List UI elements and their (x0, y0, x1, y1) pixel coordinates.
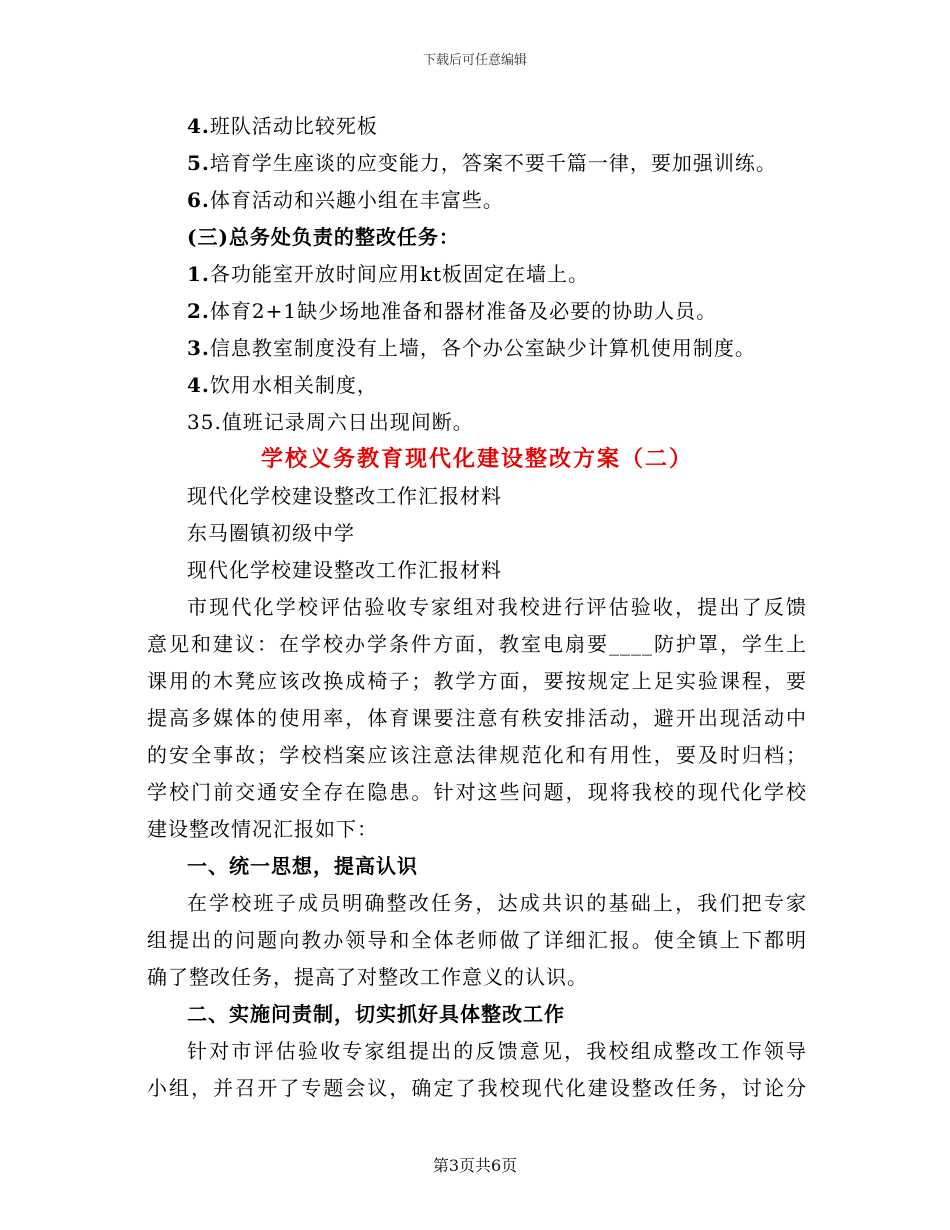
paragraph-line: 提高多媒体的使用率，体育课要注意有秩安排活动，避开出现活动中 (147, 706, 807, 730)
document-title: 学校义务教育现代化建设整改方案（二） (260, 446, 693, 472)
intro-line: 东马圈镇初级中学 (187, 521, 355, 545)
paragraph-line: 意见和建议：在学校办学条件方面，教室电扇要____防护罩，学生上 (147, 632, 807, 656)
paragraph-line: 针对市评估验收专家组提出的反馈意见，我校组成整改工作领导 (187, 1039, 807, 1063)
section-heading: 二、实施问责制，切实抓好具体整改工作 (187, 1002, 565, 1026)
page-footer: 第3页共6页 (432, 1156, 518, 1175)
paragraph-line: 小组，并召开了专题会议，确定了我校现代化建设整改任务，讨论分 (147, 1076, 807, 1100)
paragraph-line: 的安全事故；学校档案应该注意法律规范化和有用性，要及时归档； (147, 743, 807, 767)
document-body (147, 108, 807, 1107)
section-heading: 一、统一思想，提高认识 (187, 854, 418, 878)
intro-line: 现代化学校建设整改工作汇报材料 (187, 558, 502, 582)
list-item: 5.培育学生座谈的应变能力，答案不要千篇一律，要加强训练。 (187, 151, 777, 175)
paragraph-3 (147, 1033, 807, 1107)
paragraph-line: 组提出的问题向教办领导和全体老师做了详细汇报。使全镇上下都明 (147, 928, 807, 952)
paragraph-line: 确了整改任务，提高了对整改工作意义的认识。 (147, 965, 588, 989)
paragraph-line: 建设整改情况汇报如下： (147, 817, 378, 841)
intro-line: 现代化学校建设整改工作汇报材料 (187, 484, 502, 508)
list-item: 35.值班记录周六日出现间断。 (187, 410, 474, 434)
paragraph-1 (147, 589, 807, 848)
paragraph-line: 市现代化学校评估验收专家组对我校进行评估验收，提出了反馈 (187, 595, 807, 619)
list-item: 1.各功能室开放时间应用kt板固定在墙上。 (187, 262, 590, 286)
page-header: 下载后可任意编辑 (422, 53, 527, 68)
list-item: 4.班队活动比较死板 (187, 114, 378, 138)
list-item: 6.体育活动和兴趣小组在丰富些。 (187, 188, 504, 212)
list-item: 3.信息教室制度没有上墙，各个办公室缺少计算机使用制度。 (187, 336, 756, 360)
list-item: 2.体育2+1缺少场地准备和器材准备及必要的协助人员。 (187, 299, 718, 323)
paragraph-line: 在学校班子成员明确整改任务，达成共识的基础上，我们把专家 (187, 891, 807, 915)
paragraph-line: 学校门前交通安全存在隐患。针对这些问题，现将我校的现代化学校 (147, 780, 807, 804)
paragraph-2 (147, 885, 807, 996)
section-heading: (三)总务处负责的整改任务： (187, 225, 460, 249)
paragraph-line: 课用的木凳应该改换成椅子；教学方面，要按规定上足实验课程，要 (147, 669, 807, 693)
list-item: 4.饮用水相关制度， (187, 373, 378, 397)
